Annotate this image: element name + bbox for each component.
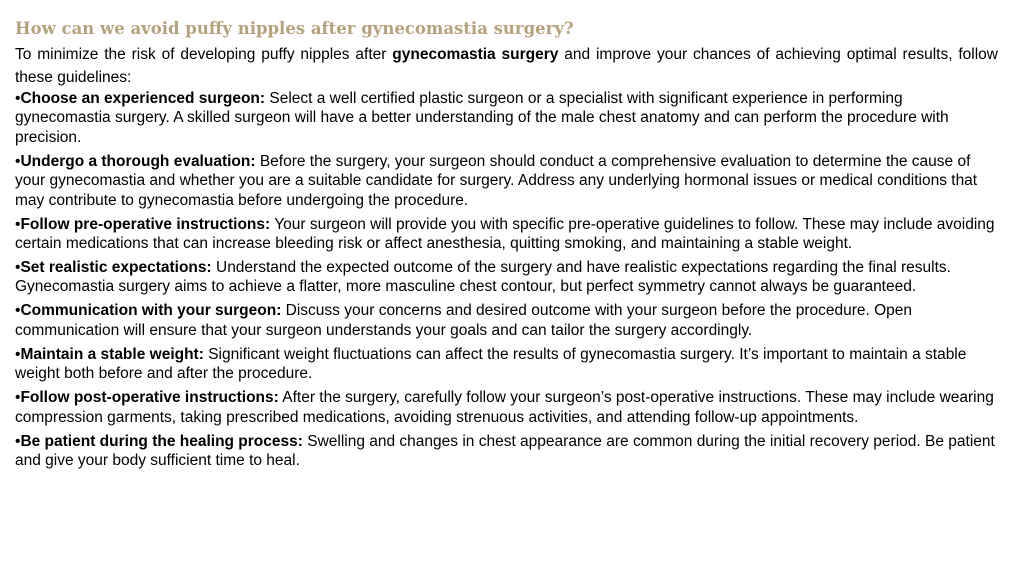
guideline-text: Swelling and changes in chest appearance are common during the initial recovery period. Be patient and give your body sufficient time to heal.: [15, 432, 995, 470]
guideline-item: [15, 345, 998, 384]
guideline-heading: Undergo a thorough evaluation:: [20, 152, 256, 170]
bullet-dot: •: [15, 389, 21, 407]
bullet-dot: •: [15, 302, 21, 320]
intro-text-after: and improve your chances of achieving optimal results, follow these guidelines:: [15, 46, 999, 86]
guideline-item: [15, 89, 998, 147]
guideline-item: [15, 215, 998, 254]
bullet-dot: •: [15, 90, 21, 107]
guideline-text: Discuss your concerns and desired outcome with your surgeon before the procedure. Open communication will ensure that your surgeon understands your goals and can tailor the surgery accordingly.: [15, 302, 913, 339]
bullet-dot: •: [15, 345, 21, 363]
guidelines-list: [15, 89, 998, 470]
guideline-text: After the surgery, carefully follow your surgeon’s post-operative instructions. These may include wearing compression garments, taking prescribed medications, avoiding strenuous activities, and attending follow-up appointments.: [15, 389, 994, 426]
guideline-heading: Follow pre-operative instructions:: [20, 215, 271, 233]
intro-keyword: gynecomastia surgery: [392, 46, 559, 63]
intro-text-before: To minimize the risk of developing puffy nipples after: [15, 46, 393, 63]
bullet-dot: •: [15, 432, 21, 450]
guideline-item: [15, 258, 998, 297]
guideline-item: [15, 432, 998, 471]
guideline-heading: Choose an experienced surgeon:: [20, 90, 266, 107]
bullet-dot: •: [15, 152, 21, 170]
guideline-heading: Be patient during the healing process:: [20, 432, 303, 450]
guideline-heading: Set realistic expectations:: [20, 259, 212, 277]
guideline-item: [15, 152, 998, 210]
bullet-dot: •: [15, 215, 21, 233]
guideline-heading: Follow post-operative instructions:: [20, 389, 279, 407]
guideline-text: Your surgeon will provide you with specific pre-operative guidelines to follow. These may include avoiding certain medications that can increase bleeding risk or affect anesthesia, quitting smoking, and maintaining a stable weight.: [15, 215, 995, 253]
slide-title: How can we avoid puffy nipples after gynecomastia surgery?: [15, 19, 574, 38]
slide-content: [15, 18, 998, 475]
guideline-text: Before the surgery, your surgeon should conduct a comprehensive evaluation to determine the cause of your gynecomastia and whether you are a suitable candidate for surgery. Address any underlying hormonal issues or medical conditions that may contribute to gynecomastia before undergoing the procedure.: [15, 152, 978, 209]
guideline-item: [15, 301, 998, 340]
intro-paragraph: [15, 43, 998, 89]
guideline-item: [15, 388, 998, 427]
guideline-text: Significant weight fluctuations can affect the results of gynecomastia surgery. It’s important to maintain a stable weight both before and after the procedure.: [15, 345, 967, 383]
guideline-text: Understand the expected outcome of the surgery and have realistic expectations regarding the final results. Gynecomastia surgery aims to achieve a flatter, more masculine chest contour, but perfect symmetry cannot always be guaranteed.: [15, 259, 951, 296]
guideline-text: Select a well certified plastic surgeon or a specialist with significant experience in performing gynecomastia surgery. A skilled surgeon will have a better understanding of the male chest anatomy and can perform the procedure with precision.: [15, 90, 949, 146]
guideline-heading: Maintain a stable weight:: [20, 345, 204, 363]
bullet-dot: •: [15, 259, 21, 277]
guideline-heading: Communication with your surgeon:: [20, 302, 282, 320]
